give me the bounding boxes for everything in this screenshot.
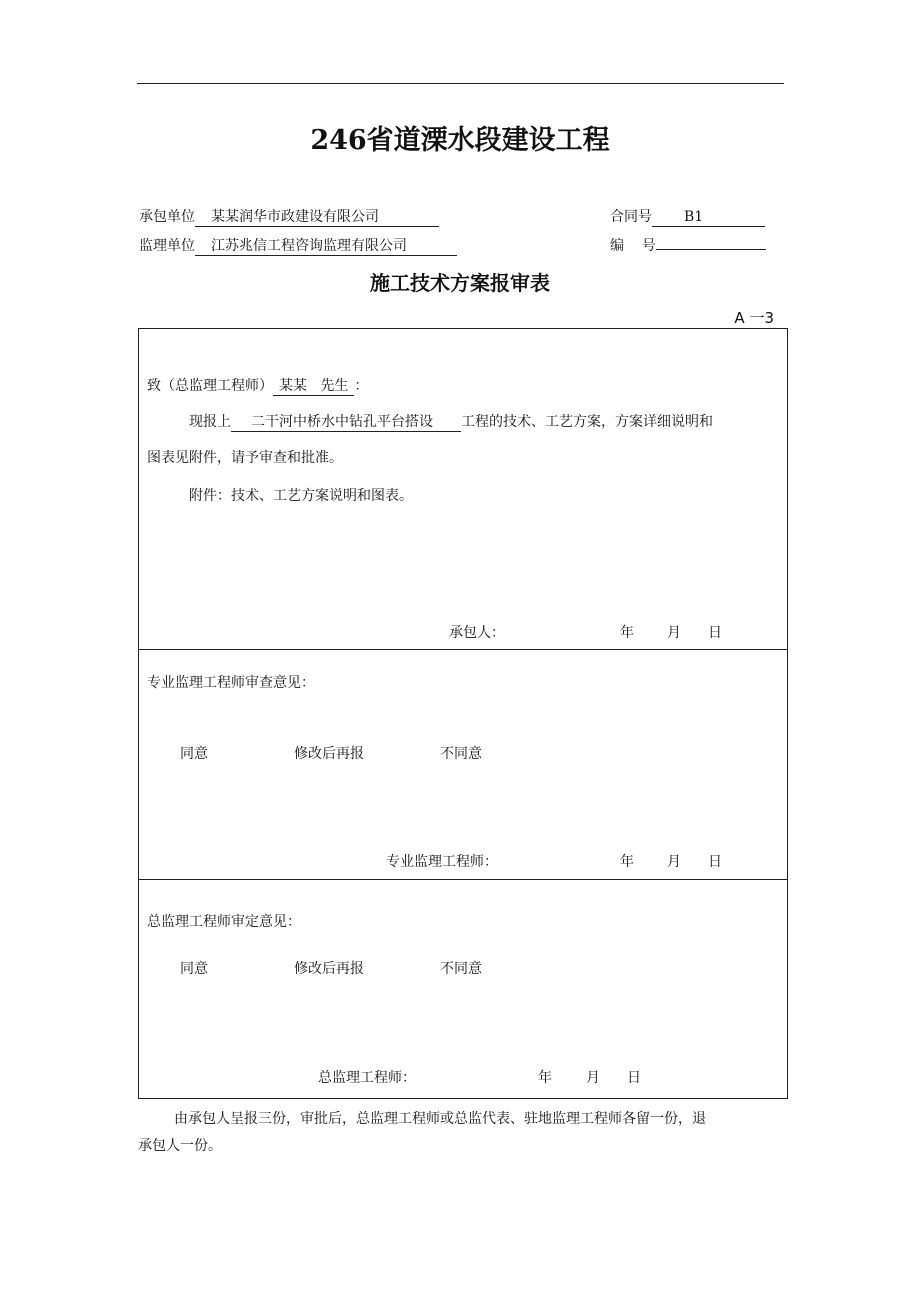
serial-no-row bbox=[610, 235, 766, 255]
submission-suffix: 工程的技术、工艺方案，方案详细说明和 bbox=[461, 414, 713, 430]
section-divider-2 bbox=[138, 879, 788, 880]
submission-line bbox=[189, 411, 713, 432]
chief-review-heading: 总监理工程师审定意见： bbox=[147, 914, 301, 930]
option-disagree: 不同意 bbox=[440, 961, 482, 977]
contract-no-label: 合同号 bbox=[610, 209, 652, 225]
top-rule bbox=[137, 83, 784, 84]
date-day: 日 bbox=[708, 854, 722, 870]
contractor-label: 承包单位 bbox=[139, 209, 195, 225]
form-table bbox=[138, 328, 788, 1099]
addressee-name: 某某 先生 bbox=[273, 378, 354, 396]
document-title: 246省道溧水段建设工程 bbox=[310, 125, 610, 156]
submission-prefix: 现报上 bbox=[189, 414, 231, 430]
project-name: 二干河中桥水中钻孔平台搭设 bbox=[231, 414, 461, 432]
addressee-prefix: 致（总监理工程师） bbox=[147, 378, 273, 394]
supervisor-row bbox=[139, 235, 457, 256]
contract-no-row bbox=[610, 206, 765, 227]
date-month: 月 bbox=[667, 854, 681, 870]
footer-note-line-2: 承包人一份。 bbox=[138, 1138, 222, 1154]
form-title: 施工技术方案报审表 bbox=[370, 271, 550, 295]
attachment-note: 附件：技术、工艺方案说明和图表。 bbox=[189, 488, 413, 504]
date-day: 日 bbox=[627, 1070, 641, 1086]
contractor-value: 某某润华市政建设有限公司 bbox=[195, 209, 439, 227]
section-divider-1 bbox=[138, 649, 788, 650]
option-revise-resubmit: 修改后再报 bbox=[294, 961, 364, 977]
addressee-suffix: ： bbox=[354, 378, 369, 394]
contract-no-value: B1 bbox=[652, 209, 765, 227]
date-month: 月 bbox=[586, 1070, 600, 1086]
date-year: 年 bbox=[538, 1070, 552, 1086]
option-agree: 同意 bbox=[180, 746, 208, 762]
date-month: 月 bbox=[667, 625, 681, 641]
footer-note-line-1: 由承包人呈报三份，审批后，总监理工程师或总监代表、驻地监理工程师各留一份，退 bbox=[174, 1111, 706, 1127]
form-code: A 一3 bbox=[734, 309, 774, 327]
specialist-review-heading: 专业监理工程师审查意见： bbox=[147, 675, 315, 691]
date-year: 年 bbox=[620, 625, 634, 641]
contractor-signature-label: 承包人： bbox=[449, 625, 505, 641]
chief-signature-label: 总监理工程师： bbox=[318, 1070, 416, 1086]
contractor-row bbox=[139, 206, 439, 227]
supervisor-value: 江苏兆信工程咨询监理有限公司 bbox=[195, 238, 457, 256]
serial-no-label: 编 号 bbox=[610, 238, 656, 254]
date-day: 日 bbox=[708, 625, 722, 641]
submission-line-2: 图表见附件，请予审查和批准。 bbox=[147, 450, 343, 466]
serial-no-value bbox=[656, 249, 766, 250]
supervisor-label: 监理单位 bbox=[139, 238, 195, 254]
option-revise-resubmit: 修改后再报 bbox=[294, 746, 364, 762]
option-agree: 同意 bbox=[180, 961, 208, 977]
addressee-line bbox=[147, 375, 368, 396]
specialist-signature-label: 专业监理工程师： bbox=[386, 854, 498, 870]
date-year: 年 bbox=[620, 854, 634, 870]
option-disagree: 不同意 bbox=[440, 746, 482, 762]
